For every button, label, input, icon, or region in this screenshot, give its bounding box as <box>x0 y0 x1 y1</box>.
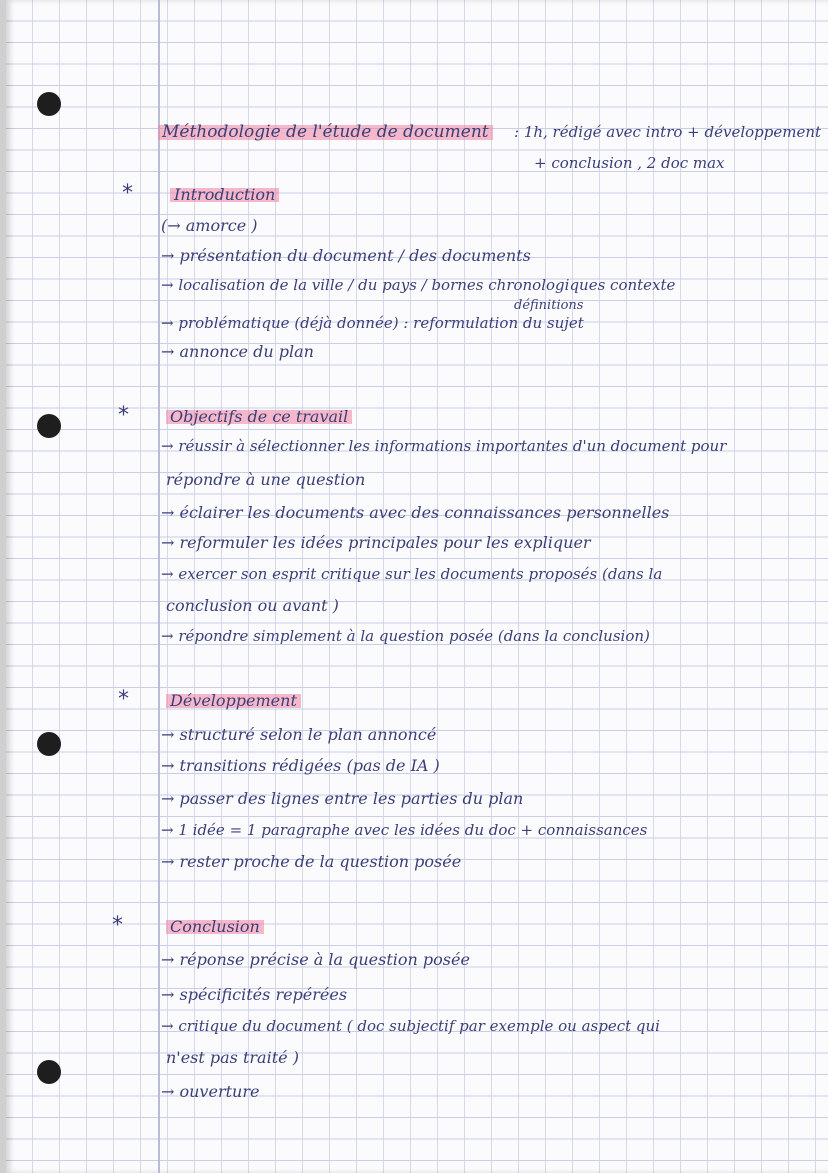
notebook-page <box>6 0 828 1173</box>
page-title: Méthodologie de l'étude de document <box>158 122 493 142</box>
binder-hole <box>37 1060 61 1084</box>
section-title-introduction: Introduction <box>170 185 279 205</box>
intro-line: (→ amorce ) <box>161 216 258 235</box>
section-title-developpement: Développement <box>166 691 301 711</box>
bullet-star: * <box>122 181 133 206</box>
developpement-line: → 1 idée = 1 paragraphe avec les idées du doc + connaissances <box>161 821 648 839</box>
intro-line: → problématique (déjà donnée) : reformulation du sujet <box>161 314 584 332</box>
conclusion-line: → spécificités repérées <box>161 985 348 1004</box>
header-info-2: + conclusion , 2 doc max <box>534 154 725 172</box>
developpement-line: → structuré selon le plan annoncé <box>161 725 437 744</box>
conclusion-line: n'est pas traité ) <box>166 1048 299 1067</box>
developpement-line: → passer des lignes entre les parties du plan <box>161 789 524 808</box>
intro-line: → annonce du plan <box>161 342 314 361</box>
conclusion-line: → ouverture <box>161 1082 260 1101</box>
bullet-star: * <box>118 687 129 712</box>
objectifs-line: → éclairer les documents avec des connaissances personnelles <box>161 503 670 522</box>
section-title-conclusion: Conclusion <box>166 917 264 937</box>
conclusion-line: → critique du document ( doc subjectif par exemple ou aspect qui <box>161 1017 660 1035</box>
objectifs-line: → exercer son esprit critique sur les documents proposés (dans la <box>161 565 663 583</box>
developpement-line: → transitions rédigées (pas de IA ) <box>161 756 440 775</box>
margin-line <box>158 0 160 1173</box>
developpement-line: → rester proche de la question posée <box>161 852 462 871</box>
binder-hole <box>37 92 61 116</box>
objectifs-line: → réussir à sélectionner les informations importantes d'un document pour <box>161 437 727 455</box>
objectifs-line: répondre à une question <box>166 470 366 489</box>
objectifs-line: conclusion ou avant ) <box>166 596 339 615</box>
conclusion-line: → réponse précise à la question posée <box>161 950 470 969</box>
intro-line: → localisation de la ville / du pays / bornes chronologiques contexte <box>161 276 676 294</box>
bullet-star: * <box>118 403 129 428</box>
intro-line: → présentation du document / des documents <box>161 246 531 265</box>
section-title-objectifs: Objectifs de ce travail <box>166 407 352 427</box>
bullet-star: * <box>112 913 123 938</box>
binder-hole <box>37 414 61 438</box>
objectifs-line: → reformuler les idées principales pour les expliquer <box>161 533 591 552</box>
binder-hole <box>37 732 61 756</box>
header-info-1: : 1h, rédigé avec intro + développement <box>514 123 822 141</box>
intro-annotation: définitions <box>514 298 584 313</box>
objectifs-line: → répondre simplement à la question posée (dans la conclusion) <box>161 627 650 645</box>
